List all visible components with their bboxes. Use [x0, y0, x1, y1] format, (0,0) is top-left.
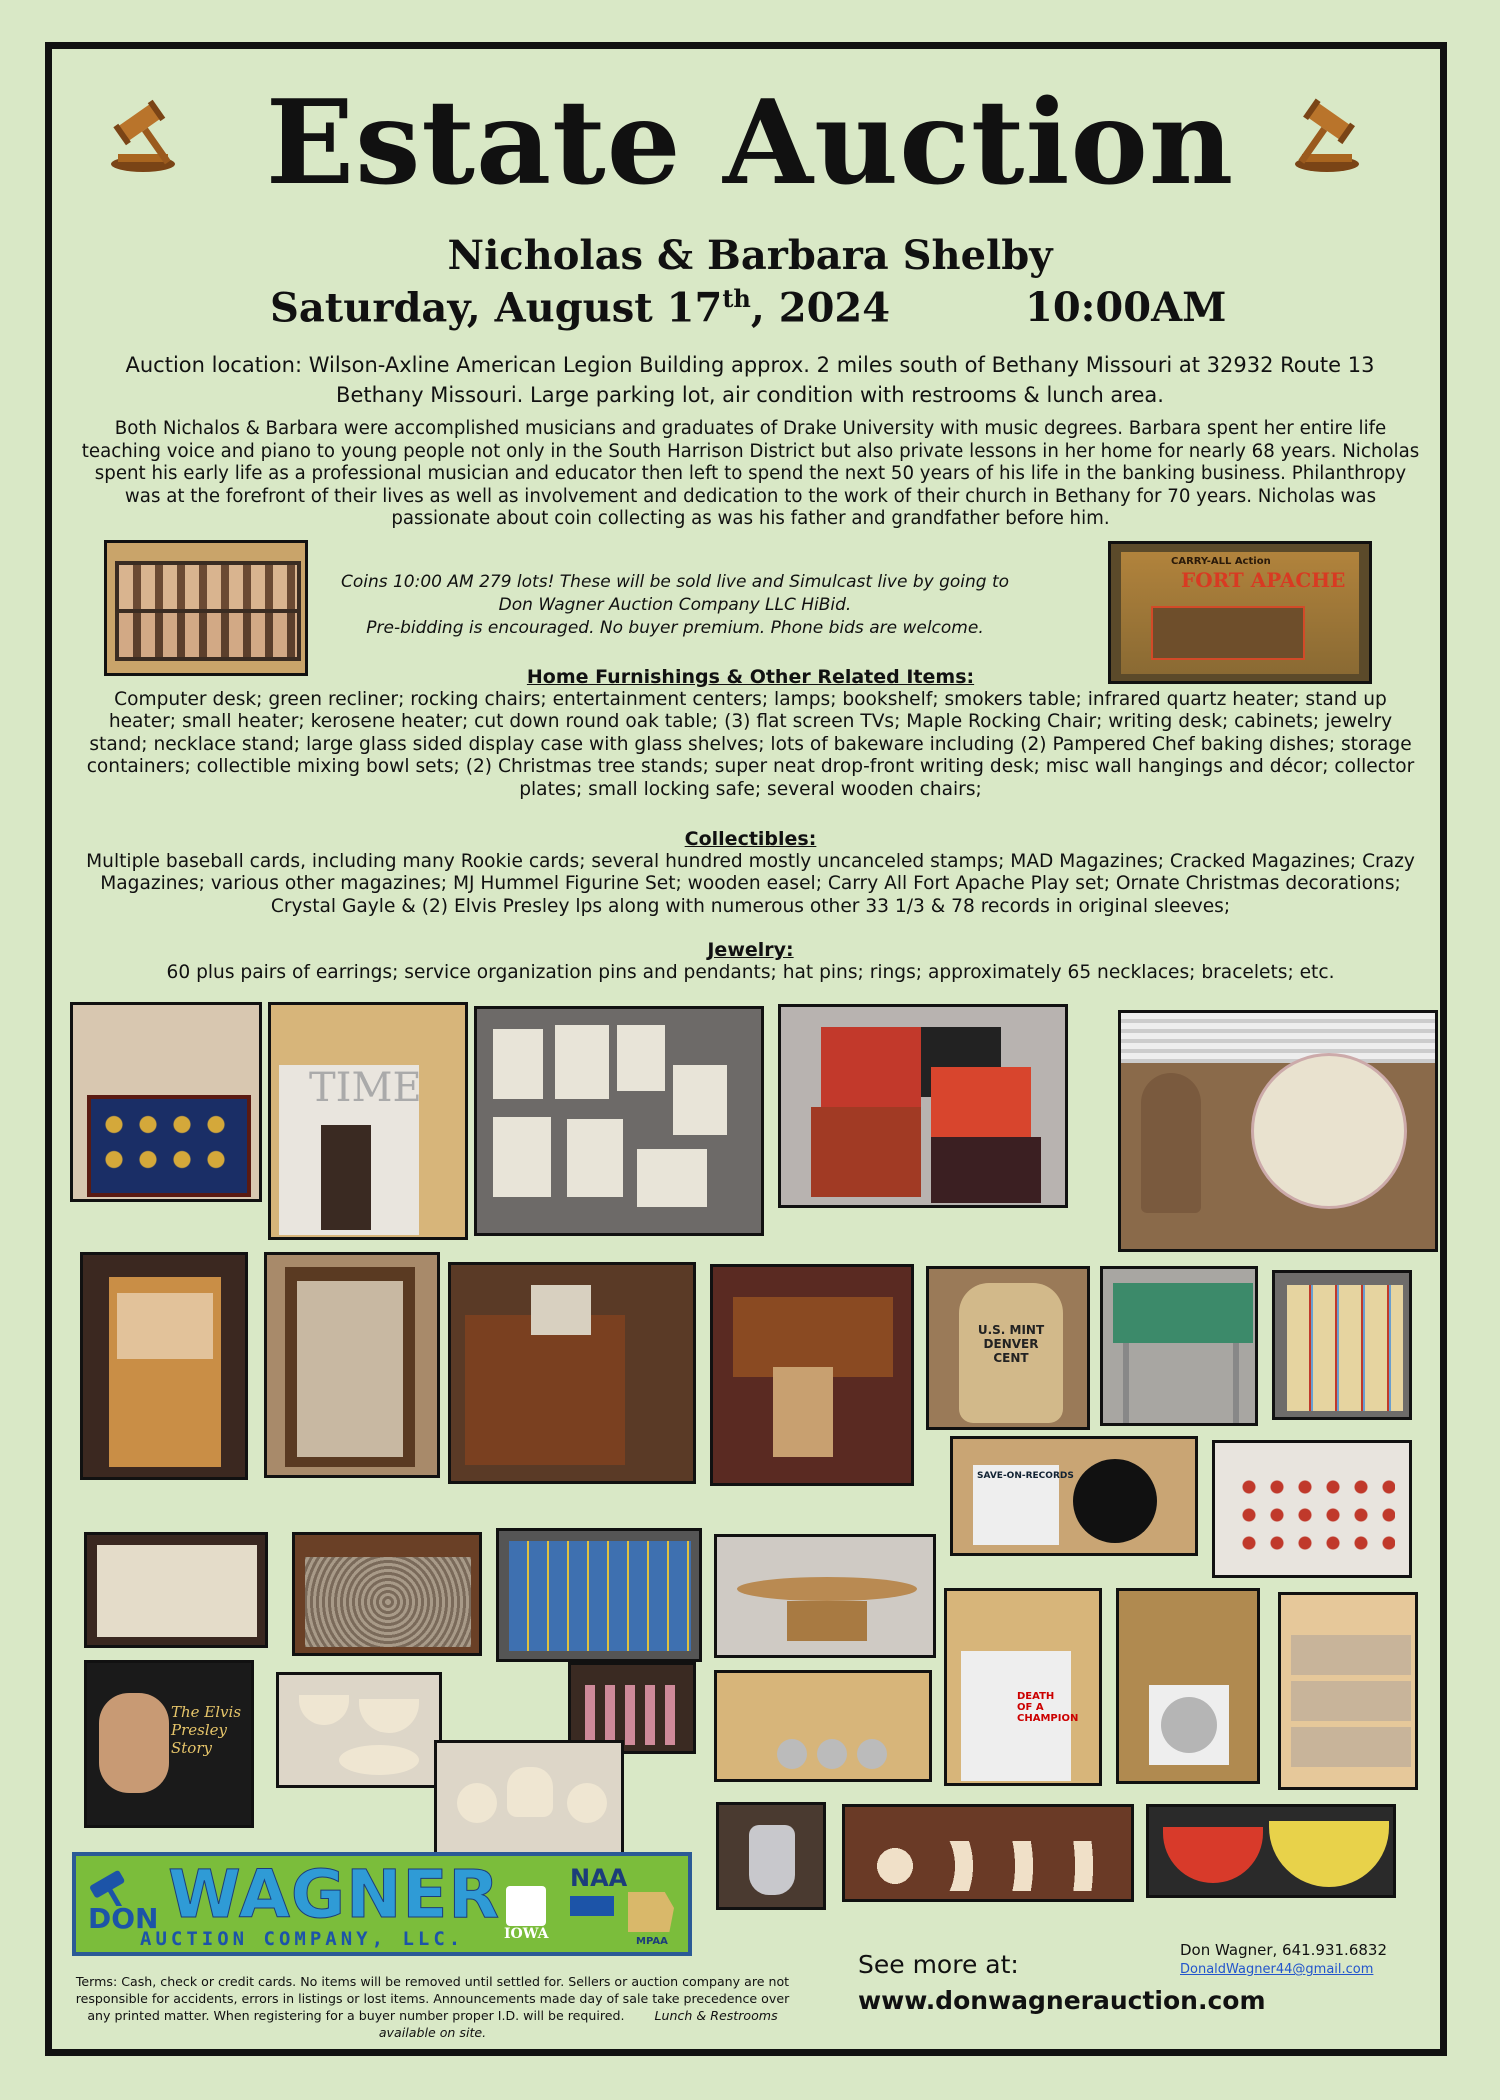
time-magazine-photo	[268, 1002, 468, 1240]
jewelry-text: 60 plus pairs of earrings; service organization pins and pendants; hat pins; rings; approximately 65 necklaces; bracelets; etc.	[166, 961, 1335, 983]
naa-badge	[570, 1896, 614, 1916]
carry-all-label: CARRY-ALL Action	[1171, 556, 1271, 567]
logo-wagner-text: WAGNER	[168, 1856, 501, 1933]
display-case-photo	[264, 1252, 440, 1478]
baseball-cards-photo	[496, 1528, 702, 1662]
coins-info	[300, 571, 1050, 640]
tea-set-photo	[434, 1740, 624, 1856]
coins-line-1: Coins 10:00 AM 279 lots! These will be sold live and Simulcast live by going to	[340, 572, 1010, 592]
logo-company-text: AUCTION COMPANY, LLC.	[140, 1928, 465, 1950]
location-text: Auction location: Wilson-Axline American Legion Building approx. 2 miles south of Bethany Missouri at 32932 Route 13 Bethany Missouri. Large parking lot, air condition with restrooms & lunch area.	[125, 353, 1375, 407]
dresser-photo	[448, 1262, 696, 1484]
company-logo	[72, 1852, 692, 1956]
card-table-photo	[1100, 1266, 1258, 1426]
elvis-title-label: The Elvis Presley Story	[171, 1703, 242, 1757]
writing-desk-photo	[710, 1264, 914, 1486]
see-more-label: See more at:	[858, 1950, 1019, 1979]
seller-names: Nicholas & Barbara Shelby	[447, 232, 1053, 279]
terms-note: Lunch & Restrooms available on site.	[378, 2008, 778, 2040]
terms-text	[70, 1973, 795, 2041]
coins-line-3: Pre-bidding is encouraged. No buyer premium. Phone bids are welcome.	[366, 618, 984, 638]
presidents-coin-set-photo	[104, 540, 308, 676]
mpaa-label: MPAA	[636, 1936, 668, 1947]
logo-gavel-icon	[84, 1866, 144, 1906]
iowa-badge	[506, 1886, 546, 1926]
liberty-dimes-photo	[714, 1670, 932, 1782]
logo-don-text: DON	[88, 1902, 159, 1935]
website-link[interactable]: www.donwagnerauction.com	[858, 1986, 1266, 2015]
stamps-photo	[474, 1006, 764, 1236]
collectibles-text: Multiple baseball cards, including many Rookie cards; several hundred mostly uncanceled stamps; MAD Magazines; Cracked Magazines; Crazy Magazines; various other magazines; MJ Hummel Figurine Set; wooden easel; Carry All Fort Apache Play set; Ornate Christmas decorations; Crystal Gayle & (2) Elvis Presley lps along with numerous other 33 1/3 & 78 records in original sleeves;	[86, 850, 1415, 917]
save-records-label: SAVE-ON-RECORDS	[977, 1471, 1074, 1481]
save-on-records-photo	[950, 1436, 1198, 1556]
fort-apache-photo	[1108, 541, 1372, 684]
elvis-record-photo	[84, 1660, 254, 1828]
date-year: , 2024	[750, 284, 891, 332]
time-cover-label: TIME	[309, 1065, 422, 1111]
china-set-photo	[842, 1804, 1134, 1902]
naa-label: NAA	[570, 1864, 628, 1892]
collectibles-section	[78, 828, 1423, 918]
bio-text: Both Nichalos & Barbara were accomplished musicians and graduates of Drake University with music degrees. Barbara spent her entire life teaching voice and piano to young people not only in the South Harrison District but also private lessons in her home for nearly 68 years. Nicholas spent his early life as a professional musician and educator then left to spend the next 50 years of his life in the banking business. Philanthropy was at the forefront of their lives as well as involvement and dedication to the work of their church in Bethany for 70 years. Nicholas was passionate about coin collecting as was his father and grandfather before him.	[81, 418, 1420, 529]
fort-apache-label: FORT APACHE	[1181, 568, 1346, 592]
christmas-ornaments-photo	[1212, 1440, 1412, 1578]
coin-case-photo	[70, 1002, 262, 1202]
auction-date	[270, 284, 890, 331]
missouri-map-icon	[628, 1892, 674, 1932]
bowls-photo	[276, 1672, 442, 1788]
auction-time: 10:00AM	[1025, 284, 1227, 331]
jewelry-section	[78, 939, 1423, 984]
home-heading: Home Furnishings & Other Related Items:	[526, 666, 975, 688]
home-text: Computer desk; green recliner; rocking chairs; entertainment centers; lamps; bookshelf; smokers table; infrared quartz heater; stand up heater; small heater; kerosene heater; cut down round oak table; (3) flat screen TVs; Maple Rocking Chair; writing desk; cabinets; jewelry stand; necklace stand; large glass sided display case with glass shelves; lots of bakeware including (2) Pampered Chef baking dishes; storage containers; collectible mixing bowl sets; (2) Christmas tree stands; super neat drop-front writing desk; misc wall hangings and décor; collector plates; small locking safe; several wooden chairs;	[86, 688, 1415, 800]
hummel-figurine-photo	[1118, 1010, 1438, 1252]
two-dollar-bills-photo	[1278, 1592, 1418, 1790]
collectibles-heading: Collectibles:	[684, 828, 817, 850]
coin-box-photo	[292, 1532, 482, 1656]
records-photo	[778, 1004, 1068, 1208]
iowa-label: IOWA	[504, 1926, 549, 1942]
page-title: Estate Auction	[265, 75, 1235, 211]
mixing-bowls-photo	[1146, 1804, 1396, 1898]
sports-cover-label: DEATH OF A CHAMPION	[1017, 1691, 1079, 1724]
mint-bag-photo	[926, 1266, 1090, 1430]
contact-phone: Don Wagner, 641.931.6832	[1180, 1941, 1387, 1959]
round-oak-table-photo	[714, 1534, 936, 1658]
silver-dollar-photo	[1116, 1588, 1260, 1784]
mint-bag-label: U.S. MINT DENVER CENT	[977, 1323, 1045, 1365]
jewelry-heading: Jewelry:	[707, 939, 794, 961]
silver-pitcher-photo	[716, 1802, 826, 1910]
terms-body: Terms: Cash, check or credit cards. No items will be removed until settled for. Sellers or auction company are not responsible for accidents, errors in listings or lost items. Announcements made day of sale take precedence over any printed matter. When registering for a buyer number proper I.D. will be required.	[75, 1974, 790, 2023]
home-furnishings-section	[78, 666, 1423, 801]
jewelry-cabinet-photo	[80, 1252, 248, 1480]
date-suffix: th	[722, 284, 751, 313]
lace-cloth-photo	[84, 1532, 268, 1648]
date-text: Saturday, August 17	[270, 284, 723, 332]
sports-illustrated-photo	[944, 1588, 1102, 1786]
contact-email-link[interactable]: DonaldWagner44@gmail.com	[1180, 1962, 1374, 1977]
mad-magazines-photo	[1272, 1270, 1412, 1420]
coins-line-2: Don Wagner Auction Company LLC HiBid.	[498, 595, 852, 615]
